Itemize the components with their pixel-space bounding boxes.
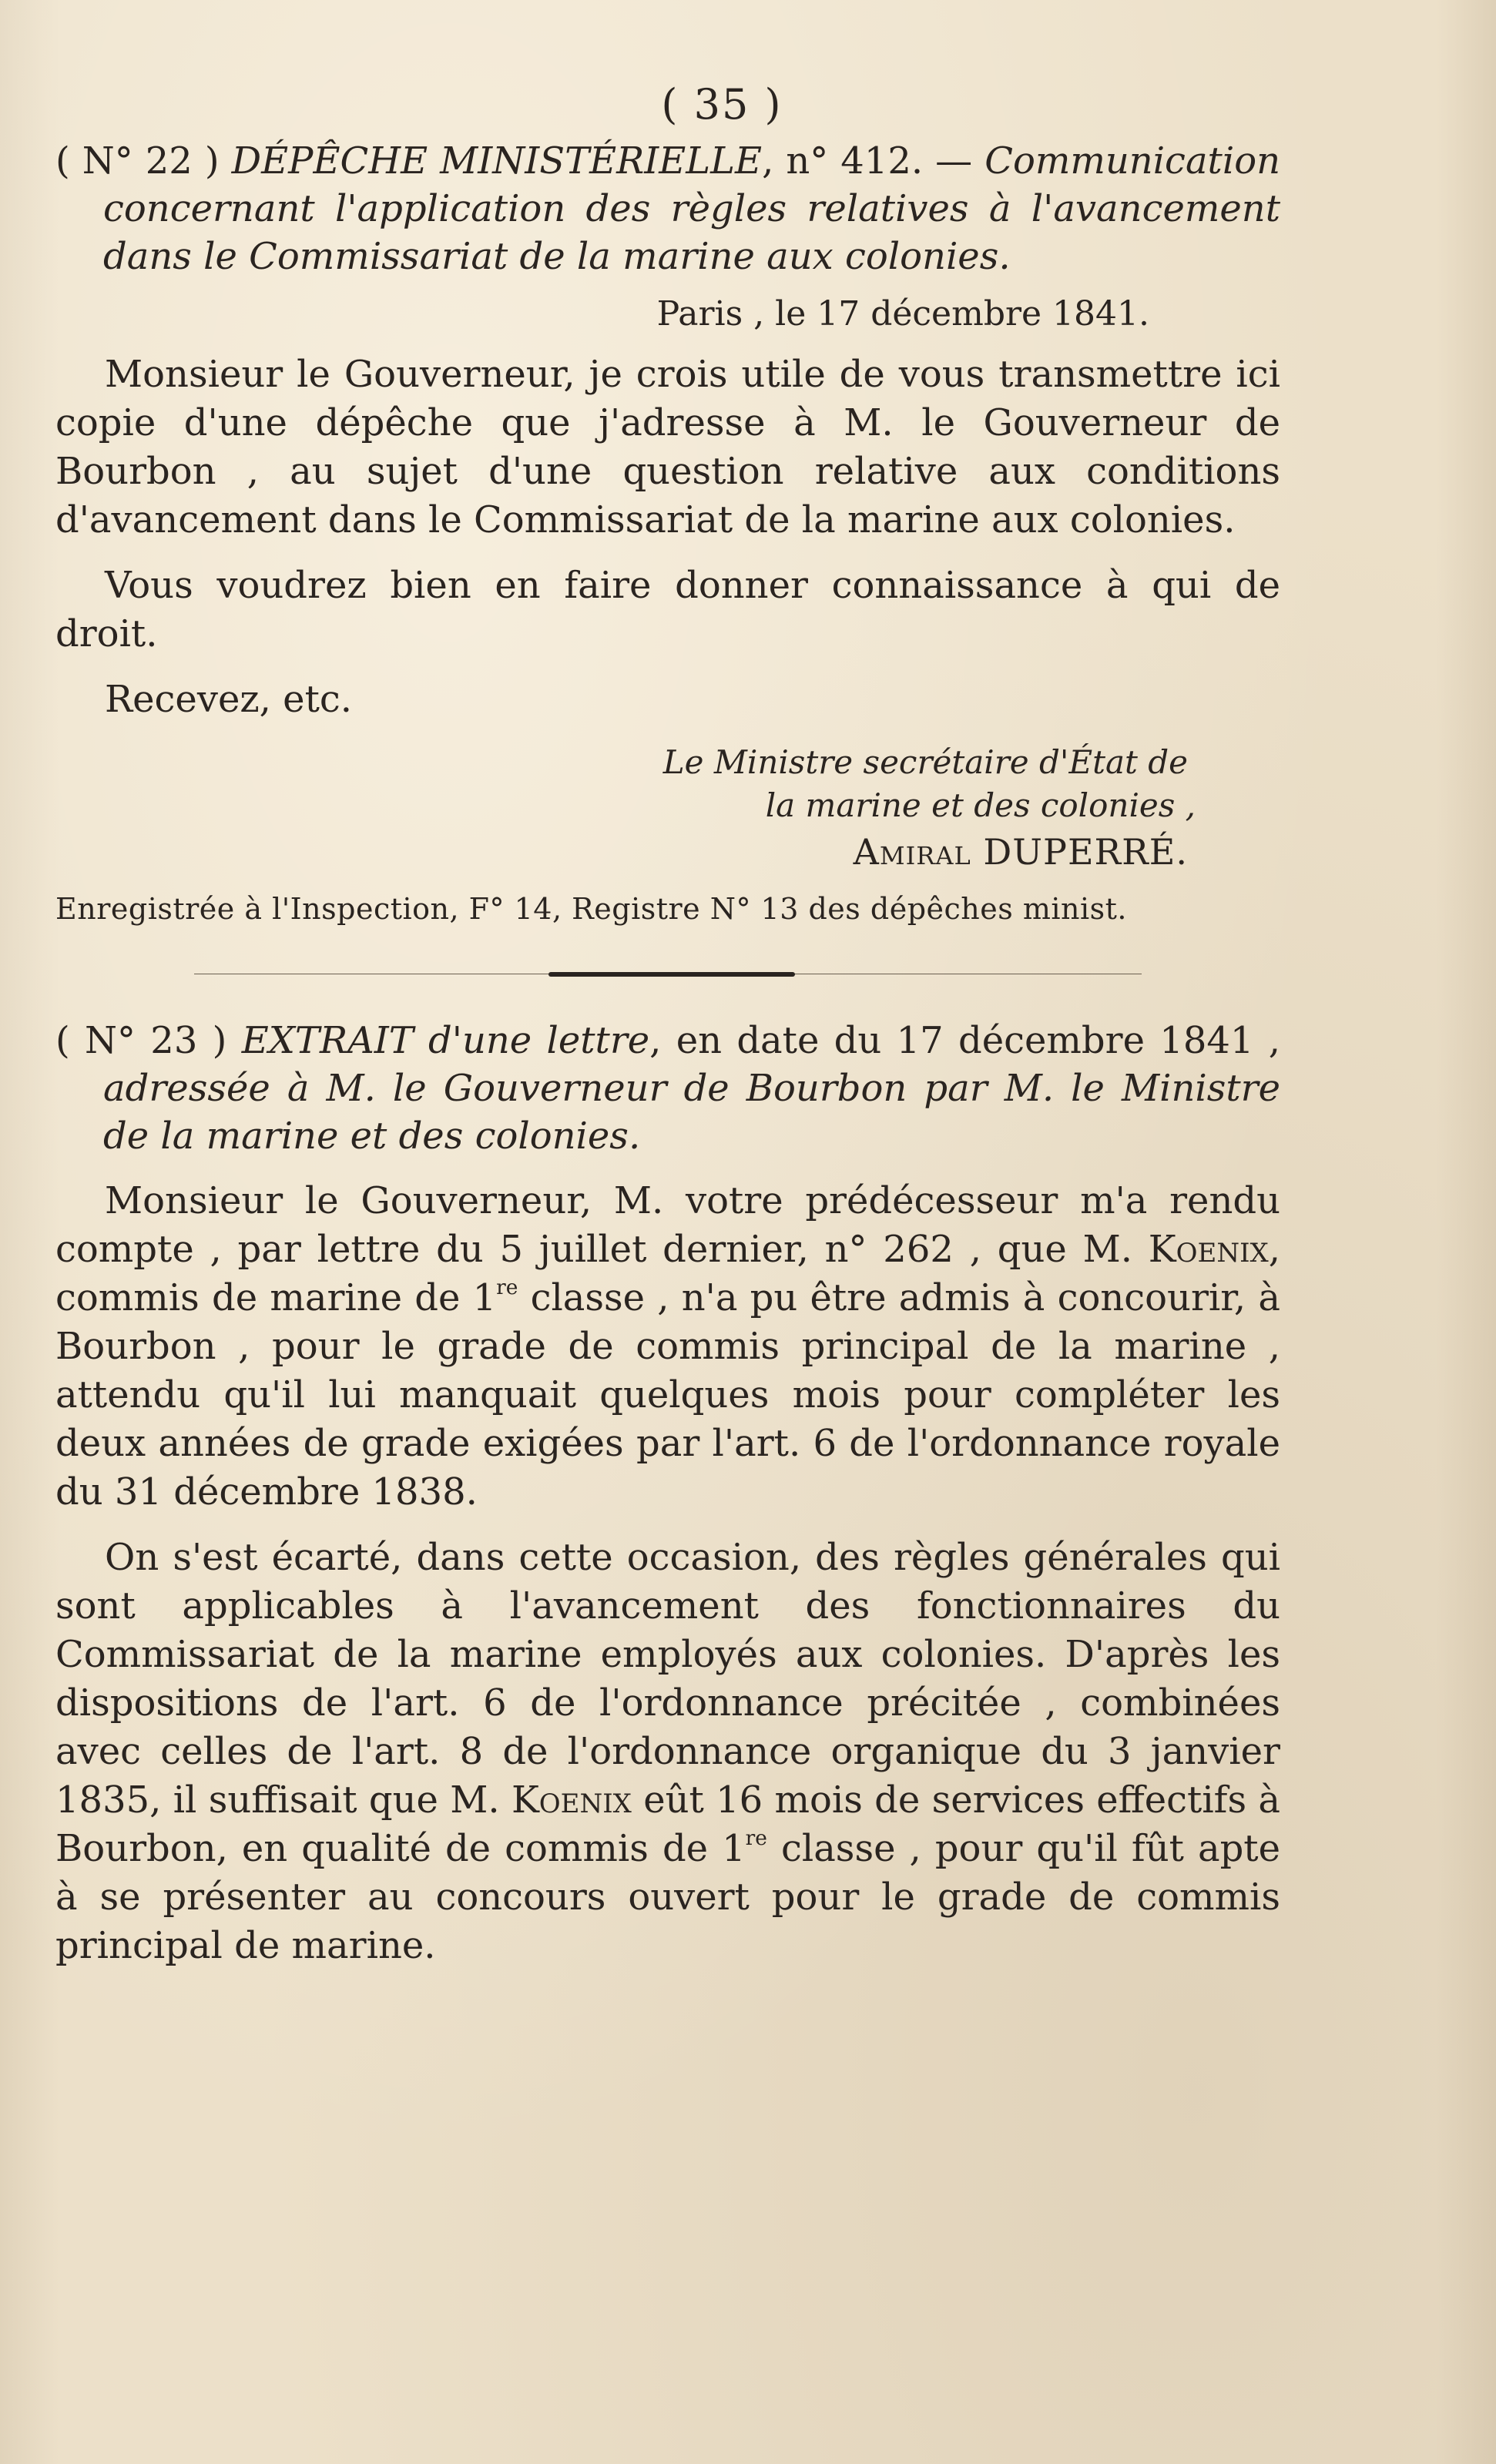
doc2-heading-c: adressée à M. le Gouverneur de Bourbon par M. le Ministre de la marine et des colonies. [103, 1067, 1280, 1158]
doc2-heading-a: d'une lettre [428, 1019, 650, 1062]
section-divider [194, 972, 1142, 977]
doc1-paragraph-3: Recevez, etc. [105, 678, 352, 721]
doc2-p2-part-a: On s'est écarté, dans cette occasion, des règles générales qui sont applicables à l'avancement des fonctionnaires du Commissariat de la marine employés aux colonies. D'après les dispositions de l'art. 6 de l'ordonnance précitée , combinées avec celles de l'art. 8 de l'ordonnance organique du 3 janvier 1835, il suffisait que M. [55, 1536, 1280, 1822]
doc2-number-label: ( N° 23 ) [55, 1019, 227, 1062]
doc1-signature-rank: Amiral [853, 831, 971, 873]
doc2-sup-1: re [496, 1275, 518, 1299]
doc2-sup-2: re [745, 1825, 767, 1850]
doc1-signature-line-1: Le Ministre secrétaire d'État de [662, 743, 1188, 781]
doc2-heading [55, 1017, 1280, 1160]
doc2-name-1: Koenix [1148, 1228, 1269, 1271]
doc1-title: DÉPÊCHE MINISTÉRIELLE [231, 139, 763, 183]
doc1-heading [55, 137, 1280, 280]
doc1-number-label: ( N° 22 ) [55, 139, 220, 183]
doc2-title: EXTRAIT [241, 1019, 414, 1062]
doc1-subject: Communication concernant l'application des règles relatives à l'avancement dans le Commissariat de la marine aux colonies. [103, 139, 1281, 278]
doc1-place-date: Paris , le 17 décembre 1841. [656, 294, 1149, 334]
page-number: ( 35 ) [661, 80, 783, 129]
doc1-signature-line-2: la marine et des colonies , [765, 786, 1196, 824]
doc1-paragraph-2: Vous voudrez bien en faire donner connaissance à qui de droit. [55, 564, 1280, 655]
doc2-paragraph-1 [55, 1177, 1280, 1517]
doc2-p2-part-c: classe , pour qu'il fût apte à se présenter au concours ouvert pour le grade de commis principal de marine. [55, 1827, 1280, 1967]
doc2-p2-part-b: eût 16 mois de services effectifs à Bourbon, en qualité de commis de 1 [55, 1778, 1280, 1870]
doc1-signature-name: DUPERRÉ. [983, 831, 1188, 873]
doc2-name-2: Koenix [511, 1778, 632, 1822]
page-content [55, 77, 1280, 1970]
doc2-heading-b: , en date du 17 décembre 1841 , [649, 1019, 1280, 1062]
doc2-p1-part-c: classe , n'a pu être admis à concourir, à Bourbon , pour le grade de commis principal de la marine , attendu qu'il lui manquait quelques mois pour compléter les deux années de grade exigées par l'art. 6 de l'ordonnance royale du 31 décembre 1838. [55, 1276, 1280, 1514]
doc2-p1-part-a: Monsieur le Gouverneur, M. votre prédécesseur m'a rendu compte , par lettre du 5 juillet dernier, n° 262 , que M. [55, 1179, 1280, 1271]
doc1-ref: , n° 412. — [762, 139, 973, 183]
doc2-p1-part-b: , commis de marine de 1 [55, 1228, 1280, 1319]
doc2-paragraph-2 [55, 1534, 1280, 1970]
doc1-registry: Enregistrée à l'Inspection, F° 14, Registre N° 13 des dépêches minist. [55, 892, 1127, 926]
doc1-signature [55, 830, 1280, 873]
doc1-paragraph-1: Monsieur le Gouverneur, je crois utile de vous transmettre ici copie d'une dépêche que j'adresse à M. le Gouverneur de Bourbon , au sujet d'une question relative aux conditions d'avancement dans le Commissariat de la marine aux colonies. [55, 353, 1280, 541]
